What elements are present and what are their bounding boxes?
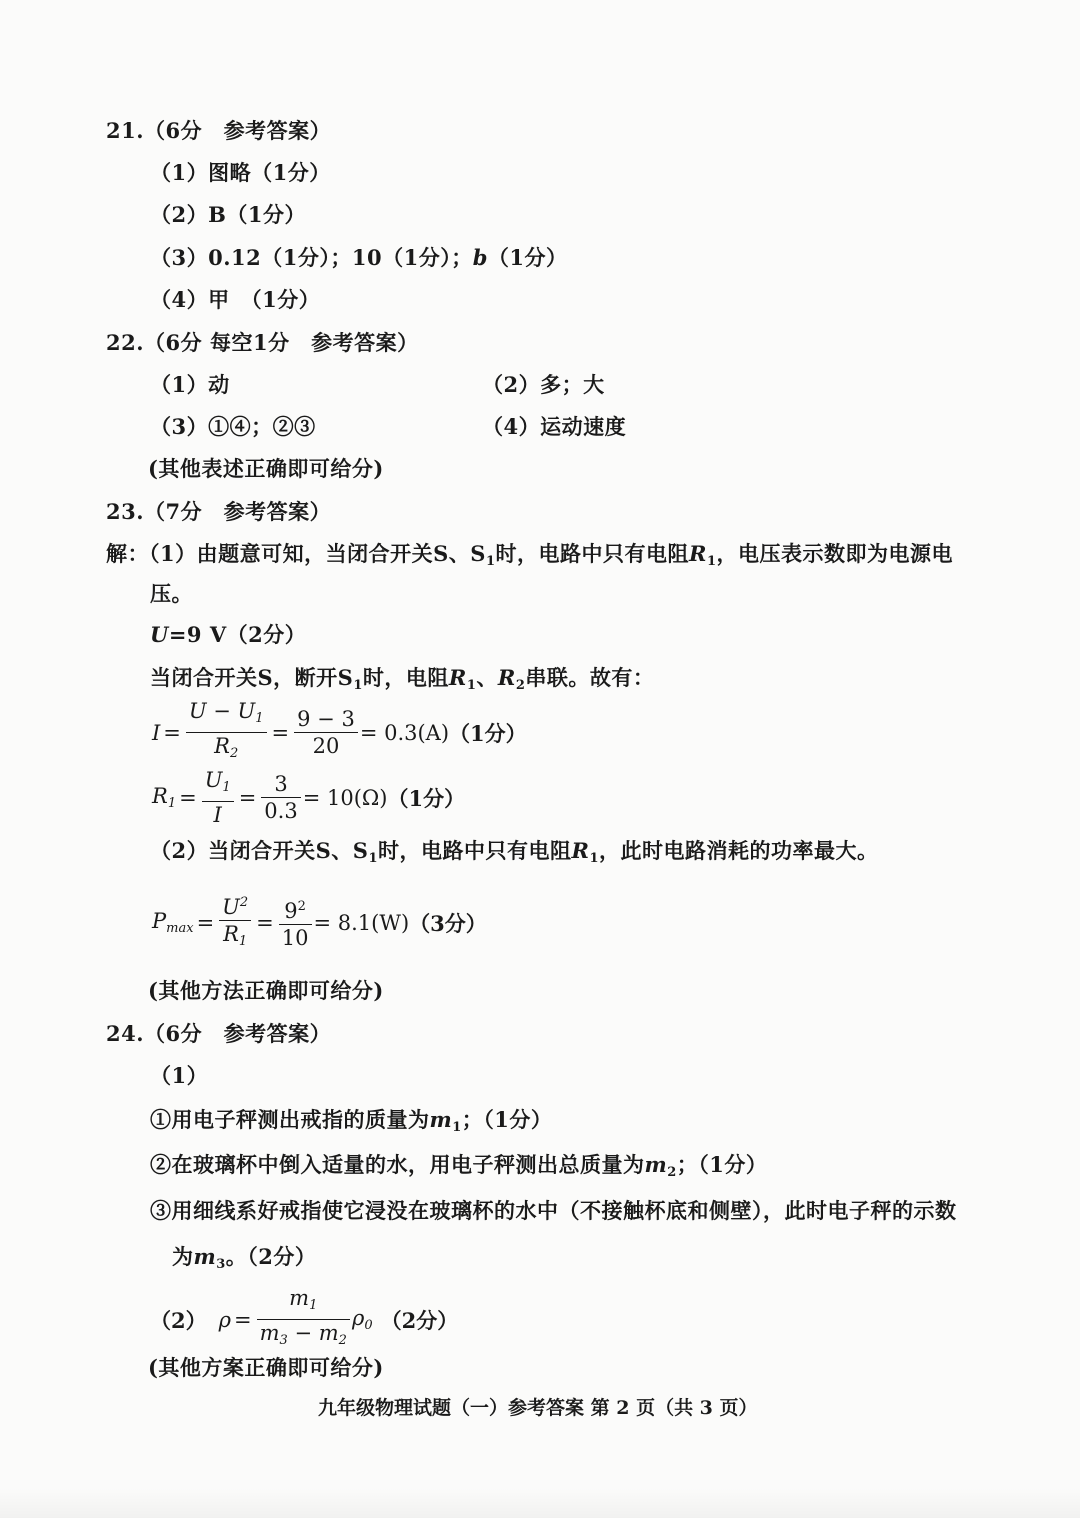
q23-solution-2-text-c: ，此时电路消耗的功率最大。 (599, 838, 879, 863)
q24-part-1: （1） (150, 1063, 209, 1088)
q22-answer-1: （1）动 (150, 372, 230, 397)
eq1-den2: 20 (312, 734, 340, 758)
eq3-lhs: P (152, 909, 167, 933)
step2-score: ；（1分） (676, 1152, 768, 1177)
eq3-fraction-1 (219, 890, 251, 955)
density-water-symbol: ρ (351, 1306, 365, 1330)
series-text-b: 时，电阻 (362, 665, 449, 690)
subscript: 1 (238, 934, 248, 949)
q24-step-2 (150, 1151, 767, 1187)
eq1-num2: 9 − 3 (294, 706, 358, 733)
resistor-symbol: R (448, 665, 467, 690)
q23-solution-1-cont: 压。 (150, 581, 193, 606)
eq1-den1: R (214, 734, 230, 758)
eq3-result: = 8.1(W) (313, 910, 410, 935)
q21-answer-3-pre: （3）0.12（1分）；10（1分）； (150, 245, 473, 270)
subscript: 2 (338, 1333, 347, 1348)
subscript: 1 (368, 851, 378, 866)
series-text-a: 当闭合开关S，断开S (150, 665, 354, 690)
resistor-symbol: R (689, 541, 707, 566)
q21-answer-3 (150, 244, 568, 272)
subscript: 1 (167, 796, 177, 811)
part2-score: （2分） (380, 1307, 459, 1333)
step3-text: 为 (172, 1244, 194, 1269)
voltage-symbol: U (150, 622, 169, 647)
eq2-lhs: R (152, 784, 168, 808)
q23-series-statement (150, 664, 654, 700)
q23-solution-2-text-b: 时，电路中只有电阻 (378, 838, 572, 863)
step1-score: ；（1分） (461, 1107, 553, 1132)
eq3-den1: R (223, 922, 239, 946)
voltage-value: =9 V（2分） (168, 622, 307, 647)
resistor-symbol: R (497, 665, 516, 690)
q21-answer-3-var: b (472, 245, 488, 270)
subscript: 1 (353, 678, 363, 693)
eq3-num2: 9 (284, 899, 298, 923)
q23-solution-1-text-b: 时，电路中只有电阻 (495, 541, 689, 566)
eq1-fraction-2 (294, 706, 358, 759)
subscript: 1 (466, 678, 477, 693)
eq1-fraction-1 (186, 698, 267, 767)
eq2-num1: U (204, 768, 223, 792)
eq1-lhs: I (152, 720, 161, 745)
frac-den-a: m (259, 1321, 280, 1345)
q22-answer-3: （3）①④；②③ (150, 414, 316, 439)
q23-solution-1-text-c: ，电压表示数即为电源电 (716, 541, 953, 566)
series-text-d: 串联。故有： (525, 665, 655, 690)
eq2-den1: I (213, 803, 222, 827)
subscript: 1 (706, 554, 717, 569)
eq3-fraction-2 (279, 894, 312, 951)
superscript: 2 (297, 899, 306, 914)
q23-equation-power: $P_{max}$ = $\frac{U^2}{R_1}$ = $\frac{9^2}{10}$ = 8.1(W) （3分） (152, 890, 487, 955)
page-footer: 九年级物理试题（一）参考答案 第 2 页（共 3 页） (318, 1397, 758, 1419)
q23-equation-current: I = $\frac{U - U_1}{R_2}$ = $\frac{9 - 3}{20}$ = 0.3(A) （1分） (152, 698, 527, 767)
q21-answer-1: （1）图略（1分） (150, 160, 331, 185)
eq1-score: （1分） (449, 720, 527, 746)
q24-note: (其他方案正确即可给分) (148, 1355, 384, 1380)
q22-answer-4: （4）运动速度 (482, 414, 627, 439)
subscript: 1 (452, 1120, 462, 1135)
step2-text: ②在玻璃杯中倒入适量的水，用电子秤测出总质量为 (150, 1152, 645, 1177)
eq3-den2: 10 (281, 926, 309, 950)
mass-symbol: m (644, 1152, 668, 1177)
eq3-num1: U (222, 895, 240, 919)
subscript: 1 (485, 554, 496, 569)
eq1-num1: U − U (188, 699, 256, 723)
q21-answer-3-post: （1分） (487, 245, 568, 270)
subscript: 2 (229, 746, 239, 761)
mass-symbol: m (193, 1244, 217, 1269)
q23-voltage-result (150, 621, 306, 649)
q21-answer-4: （4）甲 （1分） (150, 287, 321, 312)
q23-note: (其他方法正确即可给分) (148, 978, 384, 1003)
subscript: 1 (255, 711, 264, 726)
eq2-fraction-2 (261, 771, 300, 824)
q22-note: (其他表述正确即可给分) (148, 456, 384, 481)
eq2-den2: 0.3 (264, 799, 298, 823)
q24-step-1 (150, 1106, 552, 1142)
eq2-score: （1分） (387, 785, 466, 811)
q24-header: 24.（6分 参考答案） (106, 1021, 332, 1046)
subscript: 1 (589, 851, 599, 866)
q23-header: 23.（7分 参考答案） (106, 499, 332, 524)
eq2-result: = 10(Ω) (302, 785, 388, 810)
frac-num: m (289, 1286, 310, 1310)
superscript: 2 (239, 895, 249, 910)
subscript: 1 (222, 780, 231, 795)
subscript: max (166, 921, 194, 936)
subscript: 3 (216, 1257, 226, 1272)
eq1-result: = 0.3(A) (359, 720, 450, 745)
step1-text: ①用电子秤测出戒指的质量为 (150, 1107, 430, 1132)
q21-answer-2: （2）B（1分） (150, 202, 306, 227)
q23-solution-2-text-a: （2）当闭合开关S、S (150, 838, 369, 863)
step3-score: 。（2分） (225, 1244, 317, 1269)
q21-header: 21.（6分 参考答案） (106, 118, 332, 143)
subscript: 3 (279, 1333, 288, 1348)
subscript: 2 (667, 1165, 677, 1180)
subscript: 1 (309, 1298, 318, 1313)
subscript: 0 (364, 1318, 373, 1333)
q24-step-3-cont (172, 1243, 316, 1279)
frac-den-b: m (318, 1321, 339, 1345)
eq2-fraction-1 (202, 767, 234, 828)
eq2-num2: 3 (261, 771, 300, 798)
subscript: 2 (515, 678, 526, 693)
q23-solution-1 (106, 540, 953, 576)
density-symbol: ρ (218, 1307, 231, 1332)
resistor-symbol: R (571, 838, 590, 863)
mass-symbol: m (429, 1107, 453, 1132)
q23-solution-1-text-a: 解：（1）由题意可知，当闭合开关S、S (106, 541, 486, 566)
q24-step-3: ③用细线系好戒指使它浸没在玻璃杯的水中（不接触杯底和侧壁），此时电子秤的示数 (150, 1198, 957, 1223)
part2-label: （2） (150, 1307, 207, 1333)
q24-part-2: （2） ρ = $\frac{m_1}{m_3 - m_2}$ $\rho_0$ （2分） (150, 1285, 458, 1354)
density-fraction (257, 1285, 350, 1354)
series-text-c: 、 (476, 665, 498, 690)
q22-answer-2: （2）多；大 (482, 372, 605, 397)
frac-den-minus: − (287, 1321, 319, 1345)
page-edge-shadow (0, 1488, 1080, 1518)
q23-equation-resistance: $R_1$ = $\frac{U_1}{I}$ = $\frac{3}{0.3}$ = 10(Ω) （1分） (152, 768, 466, 827)
q22-header: 22.（6分 每空1分 参考答案） (106, 330, 419, 355)
q23-solution-2 (150, 837, 879, 873)
eq3-score: （3分） (409, 910, 487, 936)
